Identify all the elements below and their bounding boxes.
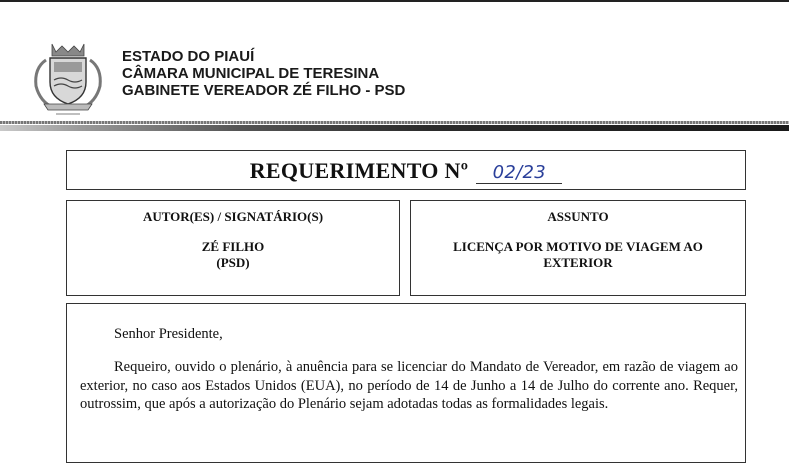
salutation: Senhor Presidente, (114, 326, 223, 342)
letterhead (122, 48, 405, 99)
title-box (66, 150, 746, 190)
subject-line-1: LICENÇA POR MOTIVO DE VIAGEM AO (453, 239, 703, 254)
header-line-office: GABINETE VEREADOR ZÉ FILHO - PSD (122, 82, 406, 99)
title-label: REQUERIMENTO Nº (249, 158, 469, 183)
author-party: (PSD) (216, 255, 250, 270)
author-name: ZÉ FILHO (201, 239, 265, 254)
subject-body (411, 239, 745, 271)
subject-box (410, 200, 746, 296)
subject-heading: ASSUNTO (547, 209, 609, 224)
header-line-state: ESTADO DO PIAUÍ (122, 48, 255, 65)
header-divider (0, 121, 789, 133)
top-rule (0, 0, 789, 2)
request-number: 02/23 (476, 163, 562, 184)
body-box (66, 303, 746, 463)
author-heading: AUTOR(ES) / SIGNATÁRIO(S) (142, 209, 324, 224)
municipal-seal-icon (30, 38, 106, 116)
author-box (66, 200, 400, 296)
body-paragraph (80, 358, 738, 414)
author-body (67, 239, 399, 271)
body-paragraph-text: Requeiro, ouvido o plenário, à anuência para se licenciar do Mandato de Vereador, em razão de viagem ao exterior, no caso aos Estados Unidos (EUA), no período de 14 de Junho a 14 de Julho do corrente ano. Requer, outrossim, que após a autorização do Plenário sejam adotadas todas as formalidades legais. (80, 359, 738, 412)
header-line-chamber: CÂMARA MUNICIPAL DE TERESINA (122, 65, 380, 82)
document-title (67, 158, 745, 184)
subject-line-2: EXTERIOR (543, 255, 613, 270)
